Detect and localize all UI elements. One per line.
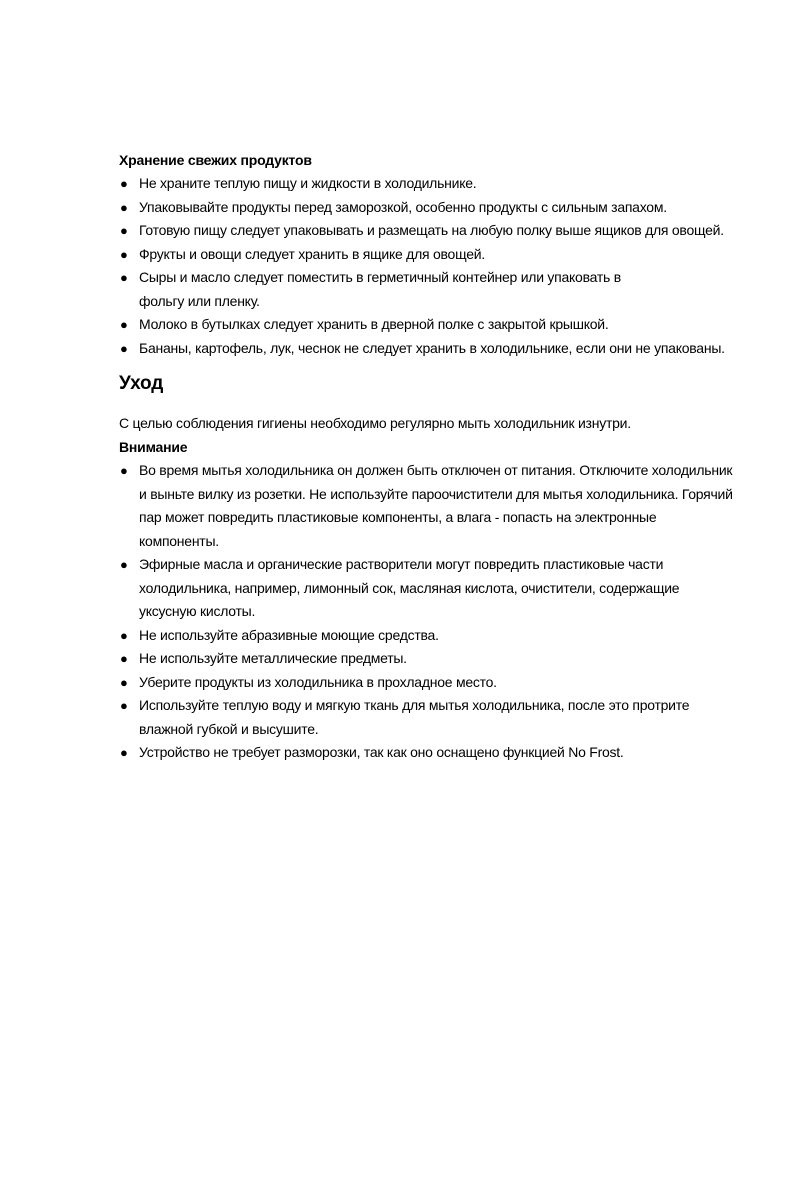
bullet-icon: ● xyxy=(120,463,128,478)
bullet-icon: ● xyxy=(120,199,128,215)
warning-title: Внимание xyxy=(119,439,188,455)
care-section-title: Уход xyxy=(119,373,164,394)
list-item: ● Упаковывайте продукты перед заморозкой, особенно продукты с сильным запахом. xyxy=(119,196,739,220)
list-item: ● Фрукты и овощи следует хранить в ящике для овощей. xyxy=(119,243,739,267)
bullet-icon: ● xyxy=(120,340,128,356)
list-item: ● Не используйте металлические предметы. xyxy=(119,647,739,671)
care-list xyxy=(119,459,739,765)
storage-section-title: Хранение свежих продуктов xyxy=(119,152,312,168)
bullet-icon: ● xyxy=(120,651,128,666)
list-item: ● Во время мытья холодильника он должен быть отключен от питания. Отключите холодильник и выньте вилку из розетки. Не используйте пароочистители для мытья холодильника. Горячий пар может повредить пластиковые компоненты, а влага - попасть на электронные компоненты. xyxy=(119,459,739,553)
list-item: ● Молоко в бутылках следует хранить в дверной полке с закрытой крышкой. xyxy=(119,313,739,337)
bullet-icon: ● xyxy=(120,317,128,332)
bullet-icon: ● xyxy=(120,270,128,285)
list-item: ● Не используйте абразивные моющие средства. xyxy=(119,624,739,648)
care-intro: С целью соблюдения гигиены необходимо регулярно мыть холодильник изнутри. xyxy=(119,415,631,431)
list-item: ● Используйте теплую воду и мягкую ткань для мытья холодильника, после это протрите влажной губкой и высушите. xyxy=(119,694,739,741)
bullet-icon: ● xyxy=(120,176,128,191)
storage-list xyxy=(119,172,739,360)
list-item: ● Сыры и масло следует поместить в герметичный контейнер или упаковать в фольгу или пленку. xyxy=(119,266,739,313)
bullet-icon: ● xyxy=(120,745,128,760)
bullet-icon: ● xyxy=(120,627,128,643)
list-item: ● Готовую пищу следует упаковывать и размещать на любую полку выше ящиков для овощей. xyxy=(119,219,739,243)
bullet-icon: ● xyxy=(120,223,128,238)
bullet-icon: ● xyxy=(120,698,128,713)
bullet-icon: ● xyxy=(120,674,128,690)
bullet-icon: ● xyxy=(120,246,128,262)
list-item: ● Бананы, картофель, лук, чеснок не следует хранить в холодильнике, если они не упакованы. xyxy=(119,337,739,361)
bullet-icon: ● xyxy=(120,557,128,572)
list-item: ● Не храните теплую пищу и жидкости в холодильнике. xyxy=(119,172,739,196)
list-item: ● Уберите продукты из холодильника в прохладное место. xyxy=(119,671,739,695)
document-page xyxy=(119,148,739,765)
list-item: ● Эфирные масла и органические растворители могут повредить пластиковые части холодильника, например, лимонный сок, масляная кислота, очистители, содержащие уксусную кислоты. xyxy=(119,553,739,624)
list-item: ● Устройство не требует разморозки, так как оно оснащено функцией No Frost. xyxy=(119,741,739,765)
